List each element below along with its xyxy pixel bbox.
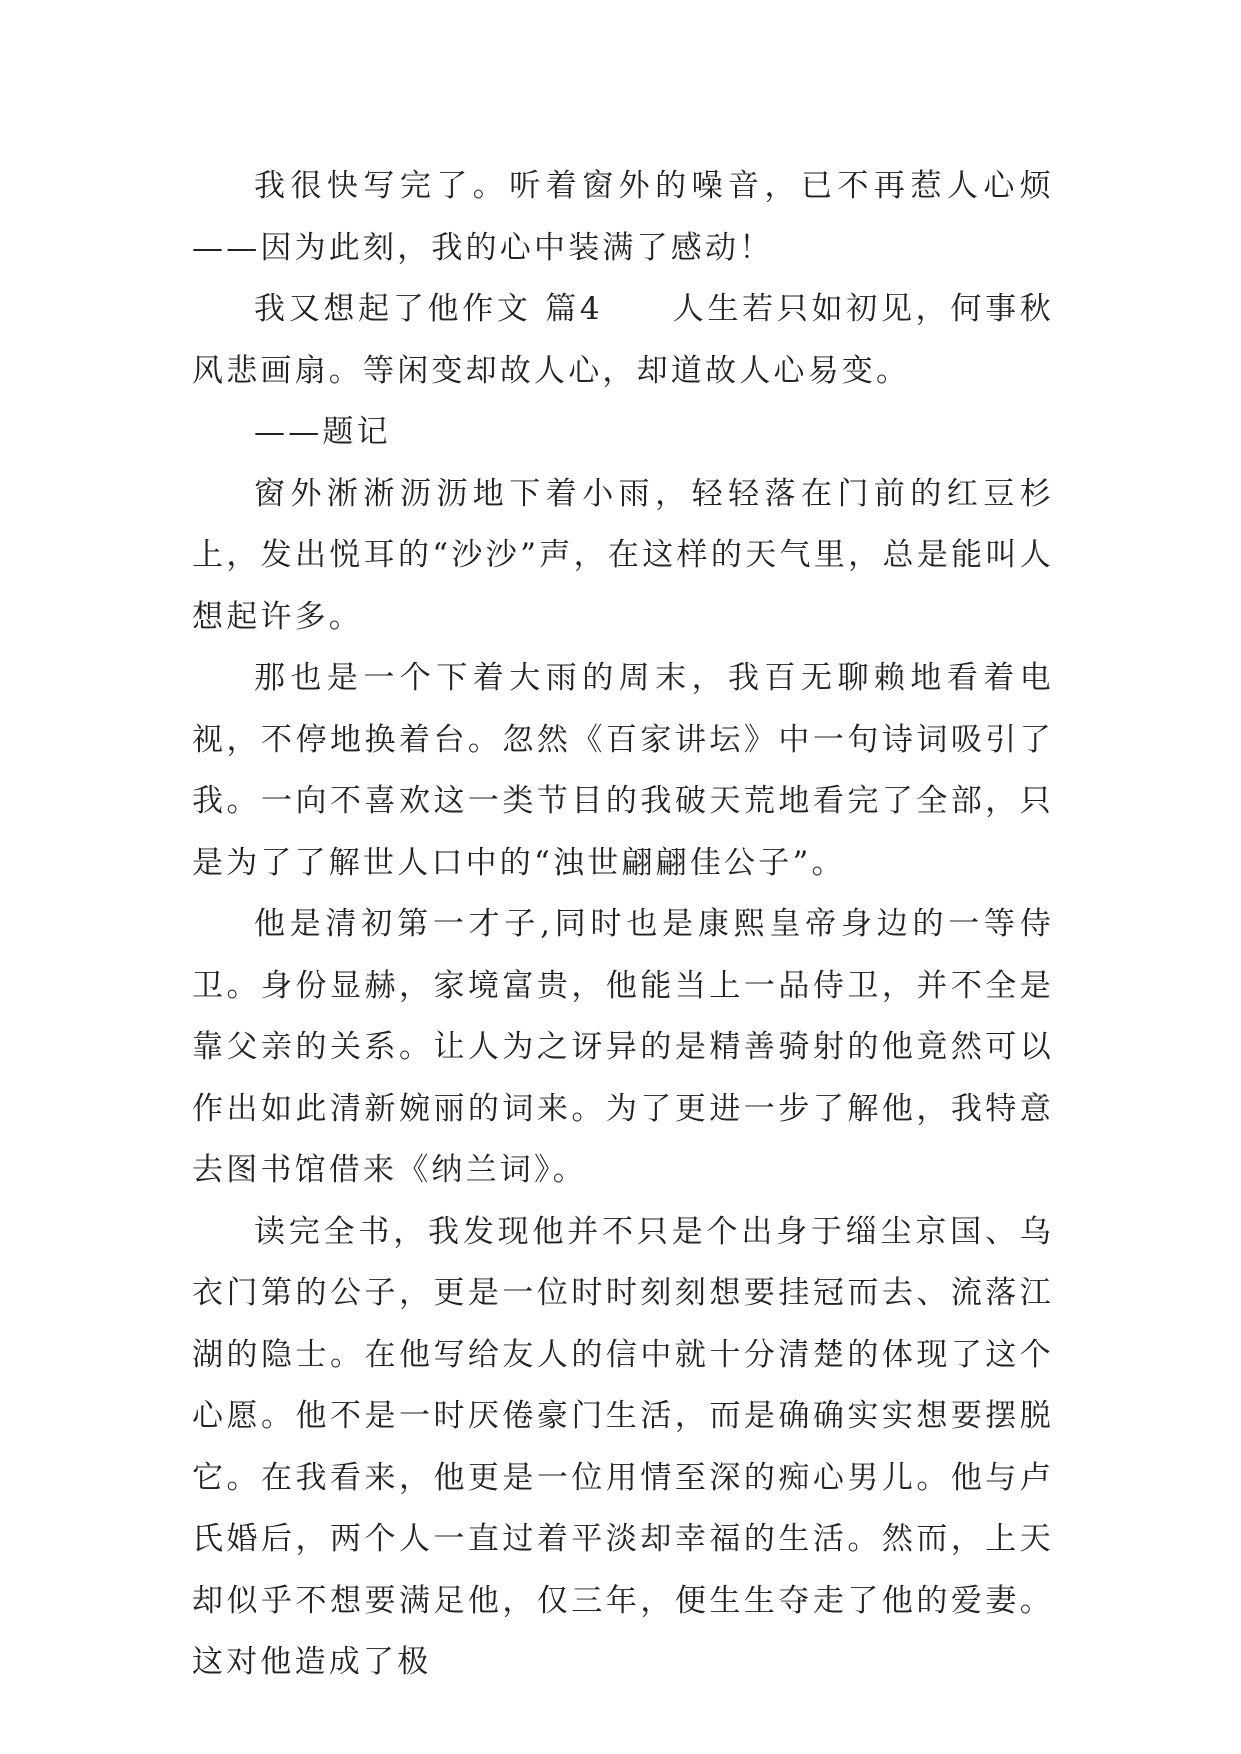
paragraph: 那也是一个下着大雨的周末，我百无聊赖地看着电视，不停地换着台。忽然《百家讲坛》中一句诗词吸引了我。一向不喜欢这一类节目的我破天荒地看完了全部，只是为了了解世人口中的“浊世翩翩佳公子”。 [192,660,1054,881]
paragraph: 我很快写完了。听着窗外的噪音，已不再惹人心烦——因为此刻，我的心中装满了感动！ [192,168,1054,266]
epigraph-attribution: ——题记 [254,414,391,450]
paragraph: 我又想起了他作文 篇4 人生若只如初见，何事秋风悲画扇。等闲变却故人心，却道故人心易变。 [192,291,1054,389]
paragraph: 读完全书，我发现他并不只是个出身于缁尘京国、乌衣门第的公子，更是一位时时刻刻想要挂冠而去、流落江湖的隐士。在他写给友人的信中就十分清楚的体现了这个心愿。他不是一时厌倦豪门生活，而是确确实实想要摆脱它。在我看来，他更是一位用情至深的痴心男儿。他与卢氏婚后，两个人一直过着平淡却幸福的生活。然而，上天却似乎不想要满足他，仅三年，便生生夺走了他的爱妻。这对他造成了极 [192,1213,1054,1680]
essay-body [192,156,1054,1694]
paragraph: 他是清初第一才子,同时也是康熙皇帝身边的一等侍卫。身份显赫，家境富贵，他能当上一品侍卫，并不全是靠父亲的关系。让人为之讶异的是精善骑射的他竟然可以作出如此清新婉丽的词来。为了更进一步了解他，我特意去图书馆借来《纳兰词》。 [192,906,1054,1188]
paragraph: 窗外淅淅沥沥地下着小雨，轻轻落在门前的红豆杉上，发出悦耳的“沙沙”声，在这样的天气里，总是能叫人想起许多。 [192,475,1054,635]
